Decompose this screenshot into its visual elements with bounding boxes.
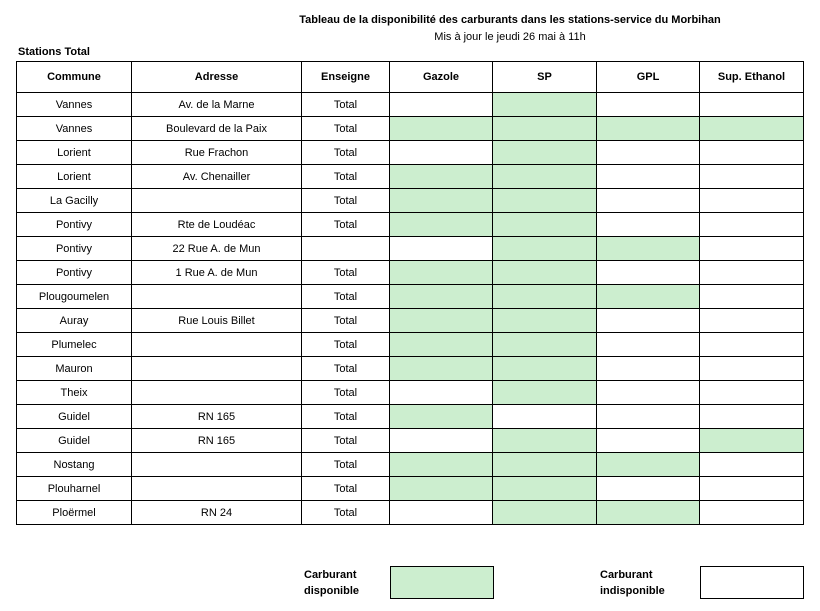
cell-sup-ethanol bbox=[700, 285, 804, 309]
cell-gazole bbox=[390, 237, 493, 261]
cell-gazole bbox=[390, 285, 493, 309]
table-row bbox=[17, 381, 804, 405]
cell-commune: Pontivy bbox=[17, 261, 132, 285]
table-row bbox=[17, 285, 804, 309]
table-row bbox=[17, 477, 804, 501]
table-row bbox=[17, 237, 804, 261]
column-header-commune: Commune bbox=[17, 62, 132, 93]
cell-sp bbox=[493, 477, 597, 501]
cell-sup-ethanol bbox=[700, 453, 804, 477]
cell-commune: Plouharnel bbox=[17, 477, 132, 501]
legend-unavailable-line2: indisponible bbox=[600, 585, 665, 597]
cell-commune: Lorient bbox=[17, 165, 132, 189]
cell-sup-ethanol bbox=[700, 309, 804, 333]
cell-sp bbox=[493, 237, 597, 261]
cell-gazole bbox=[390, 141, 493, 165]
cell-enseigne: Total bbox=[302, 285, 390, 309]
cell-adresse: RN 165 bbox=[132, 405, 302, 429]
column-header-gazole: Gazole bbox=[390, 62, 493, 93]
cell-sp bbox=[493, 285, 597, 309]
cell-sp bbox=[493, 405, 597, 429]
cell-commune: Vannes bbox=[17, 93, 132, 117]
cell-sup-ethanol bbox=[700, 357, 804, 381]
cell-sp bbox=[493, 165, 597, 189]
cell-enseigne: Total bbox=[302, 429, 390, 453]
cell-gpl bbox=[597, 165, 700, 189]
cell-sup-ethanol bbox=[700, 189, 804, 213]
cell-gpl bbox=[597, 93, 700, 117]
page-title: Tableau de la disponibilité des carburants dans les stations-service du Morbihan bbox=[299, 14, 721, 26]
table-row bbox=[17, 165, 804, 189]
cell-gpl bbox=[597, 189, 700, 213]
cell-sp bbox=[493, 381, 597, 405]
cell-commune: Vannes bbox=[17, 117, 132, 141]
cell-gazole bbox=[390, 213, 493, 237]
cell-commune: Pontivy bbox=[17, 237, 132, 261]
cell-adresse: RN 24 bbox=[132, 501, 302, 525]
cell-commune: Nostang bbox=[17, 453, 132, 477]
cell-adresse: Boulevard de la Paix bbox=[132, 117, 302, 141]
cell-gpl bbox=[597, 141, 700, 165]
cell-commune: Guidel bbox=[17, 405, 132, 429]
table-row bbox=[17, 309, 804, 333]
cell-adresse: Av. de la Marne bbox=[132, 93, 302, 117]
cell-commune: Pontivy bbox=[17, 213, 132, 237]
cell-adresse: Rue Louis Billet bbox=[132, 309, 302, 333]
cell-enseigne: Total bbox=[302, 117, 390, 141]
table-row bbox=[17, 141, 804, 165]
cell-adresse: Rte de Loudéac bbox=[132, 213, 302, 237]
table-row bbox=[17, 357, 804, 381]
cell-sup-ethanol bbox=[700, 237, 804, 261]
cell-enseigne bbox=[302, 237, 390, 261]
cell-adresse bbox=[132, 381, 302, 405]
cell-sup-ethanol bbox=[700, 141, 804, 165]
cell-commune: Guidel bbox=[17, 429, 132, 453]
legend-unavailable-swatch bbox=[700, 566, 804, 599]
cell-gazole bbox=[390, 333, 493, 357]
cell-enseigne: Total bbox=[302, 501, 390, 525]
cell-enseigne: Total bbox=[302, 213, 390, 237]
table-row bbox=[17, 405, 804, 429]
cell-commune: Auray bbox=[17, 309, 132, 333]
cell-adresse bbox=[132, 333, 302, 357]
cell-sup-ethanol bbox=[700, 381, 804, 405]
cell-adresse: 1 Rue A. de Mun bbox=[132, 261, 302, 285]
cell-sp bbox=[493, 453, 597, 477]
cell-sp bbox=[493, 261, 597, 285]
cell-sp bbox=[493, 309, 597, 333]
cell-sp bbox=[493, 117, 597, 141]
cell-sp bbox=[493, 93, 597, 117]
cell-gazole bbox=[390, 381, 493, 405]
cell-commune: La Gacilly bbox=[17, 189, 132, 213]
fuel-availability-table bbox=[16, 61, 804, 525]
legend-available-swatch bbox=[390, 566, 494, 599]
cell-sup-ethanol bbox=[700, 213, 804, 237]
cell-adresse bbox=[132, 189, 302, 213]
cell-gpl bbox=[597, 261, 700, 285]
legend-available-line2: disponible bbox=[304, 585, 359, 597]
table-row bbox=[17, 213, 804, 237]
cell-sup-ethanol bbox=[700, 261, 804, 285]
cell-commune: Theix bbox=[17, 381, 132, 405]
cell-gpl bbox=[597, 501, 700, 525]
column-header-enseigne: Enseigne bbox=[302, 62, 390, 93]
cell-gazole bbox=[390, 189, 493, 213]
cell-enseigne: Total bbox=[302, 189, 390, 213]
cell-gpl bbox=[597, 213, 700, 237]
cell-enseigne: Total bbox=[302, 93, 390, 117]
cell-sp bbox=[493, 213, 597, 237]
table-row bbox=[17, 453, 804, 477]
cell-commune: Plumelec bbox=[17, 333, 132, 357]
table-row bbox=[17, 501, 804, 525]
cell-enseigne: Total bbox=[302, 309, 390, 333]
cell-gazole bbox=[390, 453, 493, 477]
cell-commune: Mauron bbox=[17, 357, 132, 381]
cell-sup-ethanol bbox=[700, 93, 804, 117]
cell-enseigne: Total bbox=[302, 261, 390, 285]
cell-gazole bbox=[390, 165, 493, 189]
cell-commune: Lorient bbox=[17, 141, 132, 165]
table-row bbox=[17, 189, 804, 213]
cell-gpl bbox=[597, 285, 700, 309]
table-row bbox=[17, 93, 804, 117]
cell-adresse: 22 Rue A. de Mun bbox=[132, 237, 302, 261]
table-header-row bbox=[17, 62, 804, 93]
cell-enseigne: Total bbox=[302, 453, 390, 477]
cell-gazole bbox=[390, 93, 493, 117]
column-header-sp: SP bbox=[493, 62, 597, 93]
cell-sp bbox=[493, 189, 597, 213]
column-header-gpl: GPL bbox=[597, 62, 700, 93]
cell-enseigne: Total bbox=[302, 477, 390, 501]
cell-enseigne: Total bbox=[302, 333, 390, 357]
cell-sp bbox=[493, 501, 597, 525]
cell-gpl bbox=[597, 477, 700, 501]
cell-adresse bbox=[132, 357, 302, 381]
cell-sup-ethanol bbox=[700, 477, 804, 501]
cell-sup-ethanol bbox=[700, 405, 804, 429]
cell-gpl bbox=[597, 309, 700, 333]
cell-adresse: Av. Chenailler bbox=[132, 165, 302, 189]
cell-enseigne: Total bbox=[302, 141, 390, 165]
cell-adresse bbox=[132, 477, 302, 501]
cell-gpl bbox=[597, 237, 700, 261]
cell-commune: Ploërmel bbox=[17, 501, 132, 525]
cell-gazole bbox=[390, 405, 493, 429]
cell-sup-ethanol bbox=[700, 429, 804, 453]
cell-gazole bbox=[390, 501, 493, 525]
cell-gpl bbox=[597, 117, 700, 141]
cell-commune: Plougoumelen bbox=[17, 285, 132, 309]
cell-gpl bbox=[597, 405, 700, 429]
table-row bbox=[17, 429, 804, 453]
cell-sup-ethanol bbox=[700, 333, 804, 357]
column-header-adresse: Adresse bbox=[132, 62, 302, 93]
cell-adresse bbox=[132, 285, 302, 309]
table-row bbox=[17, 261, 804, 285]
cell-enseigne: Total bbox=[302, 357, 390, 381]
cell-adresse bbox=[132, 453, 302, 477]
cell-adresse: RN 165 bbox=[132, 429, 302, 453]
cell-sup-ethanol bbox=[700, 165, 804, 189]
section-label: Stations Total bbox=[18, 46, 90, 58]
cell-gazole bbox=[390, 357, 493, 381]
cell-gpl bbox=[597, 453, 700, 477]
page-subtitle: Mis à jour le jeudi 26 mai à 11h bbox=[434, 31, 586, 43]
table-row bbox=[17, 333, 804, 357]
cell-sp bbox=[493, 357, 597, 381]
cell-gpl bbox=[597, 429, 700, 453]
cell-sp bbox=[493, 333, 597, 357]
cell-gazole bbox=[390, 477, 493, 501]
legend-available-line1: Carburant bbox=[304, 569, 357, 581]
column-header-sup-ethanol: Sup. Ethanol bbox=[700, 62, 804, 93]
cell-gazole bbox=[390, 117, 493, 141]
cell-gazole bbox=[390, 309, 493, 333]
cell-gpl bbox=[597, 381, 700, 405]
cell-gazole bbox=[390, 429, 493, 453]
table-row bbox=[17, 117, 804, 141]
cell-enseigne: Total bbox=[302, 405, 390, 429]
cell-gazole bbox=[390, 261, 493, 285]
legend-unavailable-line1: Carburant bbox=[600, 569, 653, 581]
cell-enseigne: Total bbox=[302, 165, 390, 189]
legend-available-label bbox=[304, 567, 359, 599]
cell-adresse: Rue Frachon bbox=[132, 141, 302, 165]
cell-gpl bbox=[597, 333, 700, 357]
cell-gpl bbox=[597, 357, 700, 381]
legend-unavailable-label bbox=[600, 567, 665, 599]
cell-sup-ethanol bbox=[700, 501, 804, 525]
cell-sp bbox=[493, 429, 597, 453]
cell-sp bbox=[493, 141, 597, 165]
cell-enseigne: Total bbox=[302, 381, 390, 405]
cell-sup-ethanol bbox=[700, 117, 804, 141]
